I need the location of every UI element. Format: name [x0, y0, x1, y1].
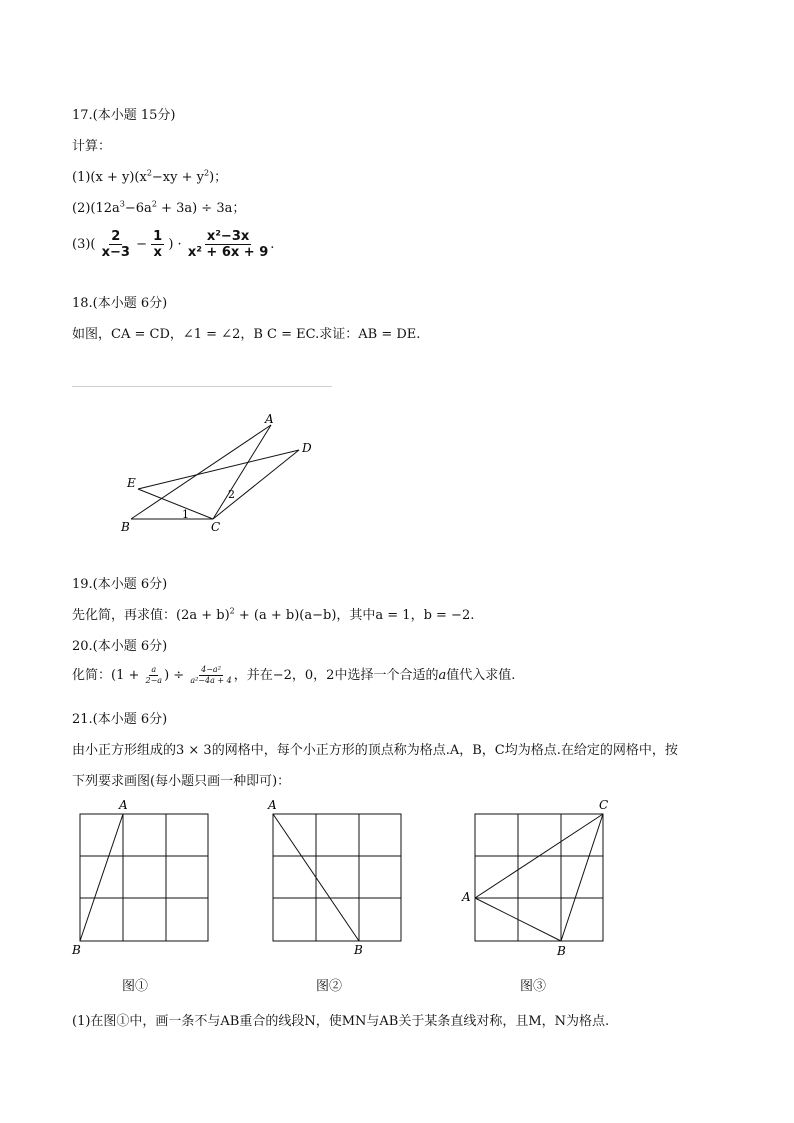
label-D: D — [302, 441, 312, 455]
caption-fig-2: 图② — [316, 979, 343, 994]
q19-header: 19.(本小题 6分) — [72, 577, 168, 592]
grid-2 — [273, 814, 401, 941]
label-B: B — [121, 520, 130, 534]
q17-part1: $(1)(x + y)(x^2-xy + y^2)$； — [72, 168, 228, 185]
q18-text: 如图，CA = CD，∠1 = ∠2，B C = EC.求证：AB = DE. — [72, 327, 421, 342]
q20-header: 20.(本小题 6分) — [72, 639, 168, 654]
q21-line1: 由小正方形组成的3 × 3的网格中，每个小正方形的顶点称为格点.A，B，C均为格点.在给定的网格中，按 — [72, 743, 678, 758]
grid-3 — [475, 814, 603, 941]
grid1-label-A: A — [119, 798, 128, 812]
fraction-2-over-x-3: $\frac{2}{x-3}$ — [101, 229, 130, 260]
grid3-label-C: C — [599, 798, 609, 812]
label-angle-2: 2 — [228, 488, 235, 501]
fraction-1-over-x: $\frac{1}{x}$ — [153, 229, 163, 260]
grid2-label-A: A — [268, 798, 277, 812]
grid1-label-B: B — [72, 943, 81, 957]
label-A: A — [265, 412, 274, 426]
q17-intro: 计算： — [72, 139, 112, 154]
fraction-quadratic: $\frac{\text{x²−3x}}{\text{x² + 6x + 9}}$ — [187, 229, 269, 260]
fraction-a-over-2-a: $\frac{a}{2-a}$ — [145, 665, 163, 685]
q21-part1: (1)在图①中，画一条不与AB重合的线段N，使MN与AB关于某条直线对称，且M，N为格点. — [72, 1014, 610, 1029]
label-angle-1: 1 — [182, 508, 189, 521]
q21-header: 21.(本小题 6分) — [72, 712, 168, 727]
q20-text: 化简：(1 + $\frac{a}{2-a}$ ) ÷ $\frac{\text{4−a²}}{\text{a²−4a + 4}}$ ，并在−2，0，2中选择一个合适的a值代入求值. — [72, 665, 516, 685]
q18-header: 18.(本小题 6分) — [72, 296, 168, 311]
grid2-label-B: B — [354, 943, 363, 957]
grid-1 — [80, 814, 208, 941]
label-E: E — [127, 476, 136, 490]
q17-header: 17.(本小题 15分) — [72, 108, 176, 123]
grid3-label-A: A — [462, 890, 471, 904]
q17-part2: $(2)(12a^3-6a^2 + 3a) \div 3a$； — [72, 199, 246, 216]
grid3-label-B: B — [557, 944, 566, 958]
q21-line2: 下列要求画图(每小题只画一种即可)： — [72, 774, 291, 789]
caption-fig-1: 图① — [122, 979, 149, 994]
q19-text: 先化简，再求值：$(2a + b)^2 + (a + b)(a-b)$，其中a = 1，b = −2. — [72, 606, 475, 623]
q17-part3: (3)( $\frac{2}{x-3}$ − $\frac{1}{x}$ ) · $\frac{\text{x²−3x}}{\text{x² + 6x + 9}}$ . — [72, 229, 275, 260]
caption-fig-3: 图③ — [520, 979, 547, 994]
fraction-4-a2: $\frac{\text{4−a²}}{\text{a²−4a + 4}}$ — [190, 665, 232, 685]
label-C: C — [211, 520, 221, 534]
